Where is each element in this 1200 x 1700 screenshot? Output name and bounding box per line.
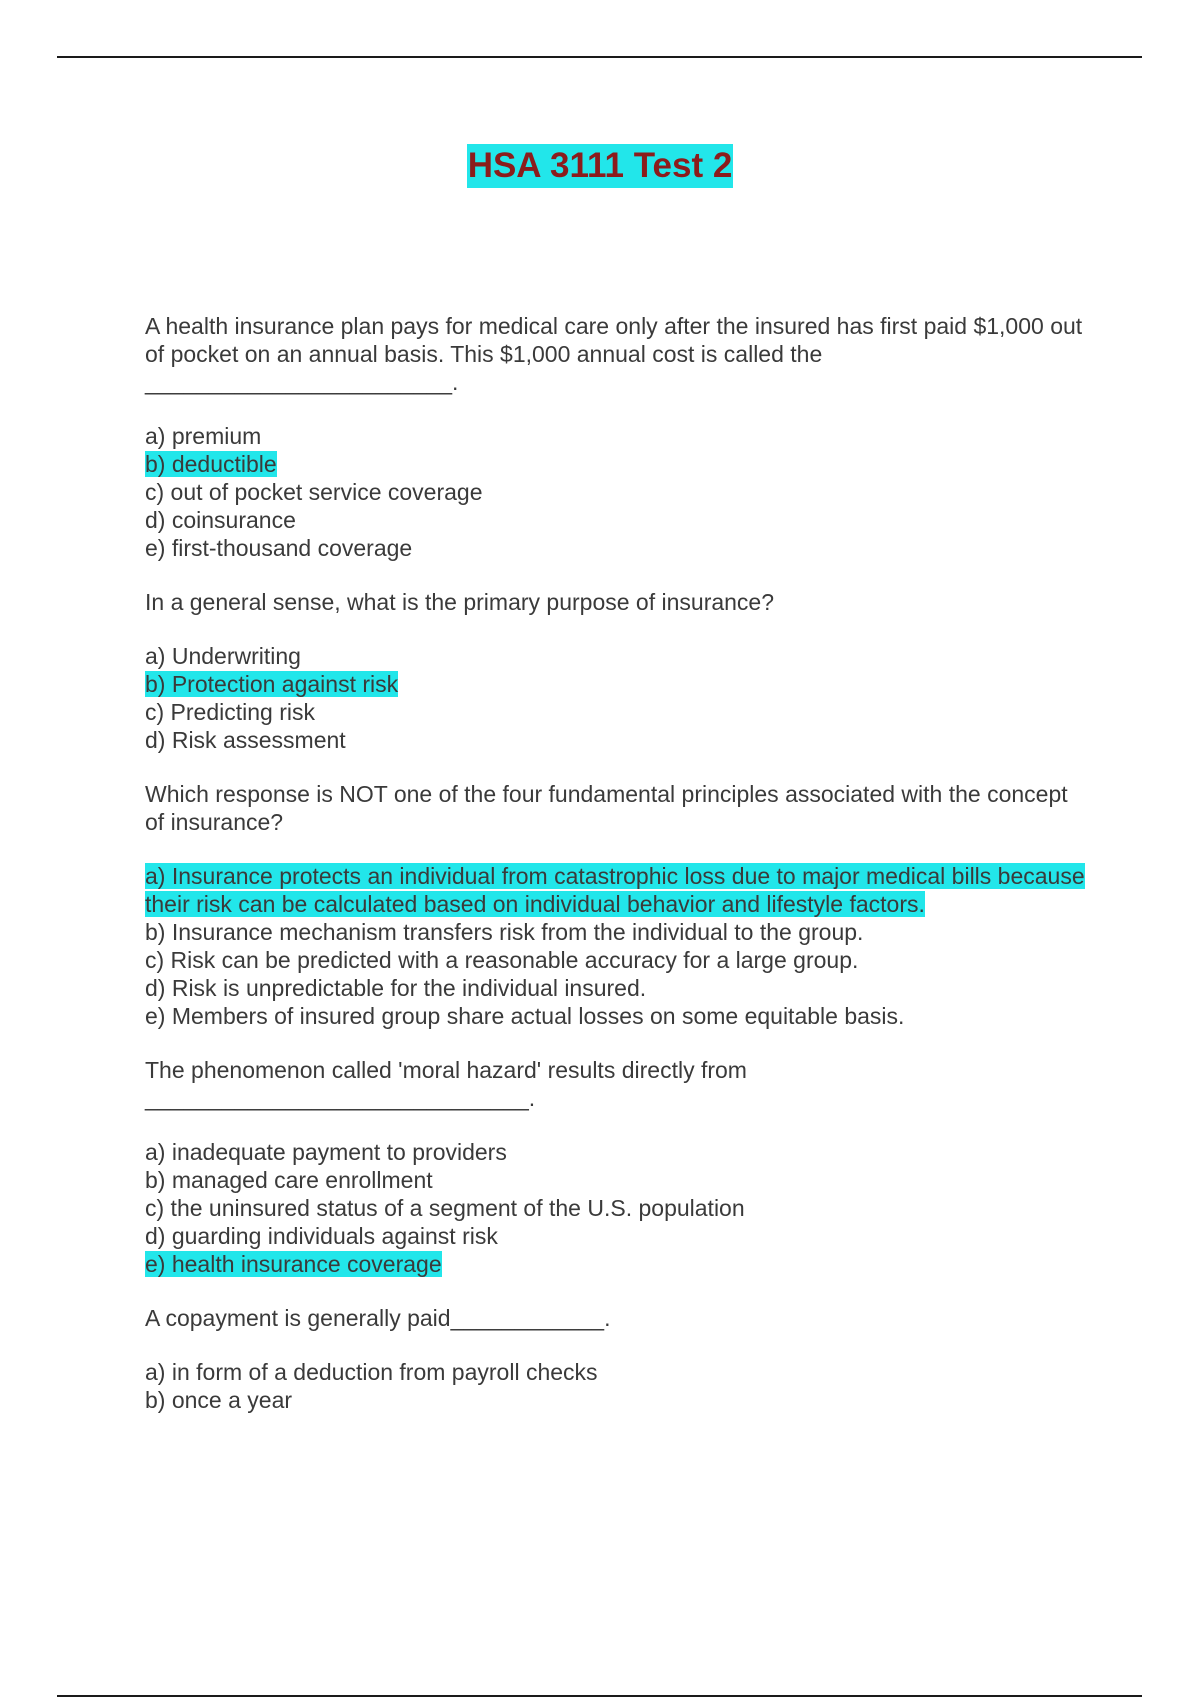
top-rule	[57, 56, 1142, 58]
question-text	[145, 312, 1085, 396]
option-item	[145, 642, 1085, 670]
question-3	[145, 780, 1085, 1030]
option-label: e) Members of insured group share actual losses on some equitable basis.	[145, 1003, 905, 1029]
option-label: c) the uninsured status of a segment of the U.S. population	[145, 1195, 745, 1221]
answer-blank: ________________________.	[145, 369, 459, 395]
option-item	[145, 1386, 1085, 1414]
option-item	[145, 974, 1085, 1002]
question-text	[145, 1056, 1085, 1112]
question-text	[145, 1304, 1085, 1332]
option-label: c) Risk can be predicted with a reasonable accuracy for a large group.	[145, 947, 859, 973]
option-item	[145, 478, 1085, 506]
option-label: b) managed care enrollment	[145, 1167, 433, 1193]
option-list	[145, 1138, 1085, 1278]
highlighted-answer: a) Insurance protects an individual from catastrophic loss due to major medical bills because their risk can be calculated based on individual behavior and lifestyle factors.	[145, 863, 1085, 917]
option-item-correct	[145, 1250, 1085, 1278]
document-title: HSA 3111 Test 2	[467, 144, 734, 188]
highlighted-answer: e) health insurance coverage	[145, 1251, 442, 1277]
question-4	[145, 1056, 1085, 1278]
option-label: d) Risk is unpredictable for the individual insured.	[145, 975, 647, 1001]
option-label: d) coinsurance	[145, 507, 296, 533]
question-prompt: Which response is NOT one of the four fundamental principles associated with the concept of insurance?	[145, 781, 1068, 835]
option-item	[145, 1002, 1085, 1030]
option-item	[145, 422, 1085, 450]
option-item	[145, 1358, 1085, 1386]
question-prompt: A copayment is generally paid____________.	[145, 1305, 611, 1331]
title-wrapper	[0, 144, 1200, 188]
option-item	[145, 1222, 1085, 1250]
option-list	[145, 862, 1085, 1030]
question-prompt: In a general sense, what is the primary purpose of insurance?	[145, 589, 775, 615]
option-item	[145, 506, 1085, 534]
option-label: c) Predicting risk	[145, 699, 315, 725]
option-label: a) inadequate payment to providers	[145, 1139, 507, 1165]
highlighted-answer: b) deductible	[145, 451, 277, 477]
option-item	[145, 698, 1085, 726]
option-item	[145, 946, 1085, 974]
option-label: e) first-thousand coverage	[145, 535, 413, 561]
option-item	[145, 1166, 1085, 1194]
option-label: b) once a year	[145, 1387, 293, 1413]
option-item-correct	[145, 670, 1085, 698]
option-label: d) Risk assessment	[145, 727, 346, 753]
option-item-correct	[145, 450, 1085, 478]
option-label: d) guarding individuals against risk	[145, 1223, 498, 1249]
question-text	[145, 780, 1085, 836]
question-2	[145, 588, 1085, 754]
highlighted-answer: b) Protection against risk	[145, 671, 399, 697]
option-label: a) Underwriting	[145, 643, 301, 669]
question-text	[145, 588, 1085, 616]
option-list	[145, 422, 1085, 562]
option-label: c) out of pocket service coverage	[145, 479, 483, 505]
option-item	[145, 1194, 1085, 1222]
option-item	[145, 918, 1085, 946]
option-label: a) premium	[145, 423, 262, 449]
option-list	[145, 642, 1085, 754]
question-1	[145, 312, 1085, 562]
option-item-correct	[145, 862, 1085, 918]
bottom-rule	[57, 1695, 1142, 1697]
answer-blank: ______________________________.	[145, 1085, 536, 1111]
option-item	[145, 726, 1085, 754]
question-prompt: A health insurance plan pays for medical care only after the insured has first paid $1,000 out of pocket on an annual basis. This $1,000 annual cost is called the	[145, 313, 1083, 367]
question-5	[145, 1304, 1085, 1414]
option-label: b) Insurance mechanism transfers risk from the individual to the group.	[145, 919, 864, 945]
option-label: a) in form of a deduction from payroll checks	[145, 1359, 598, 1385]
option-item	[145, 1138, 1085, 1166]
option-item	[145, 534, 1085, 562]
option-list	[145, 1358, 1085, 1414]
question-list	[145, 312, 1085, 1440]
question-prompt: The phenomenon called 'moral hazard' results directly from	[145, 1057, 747, 1083]
